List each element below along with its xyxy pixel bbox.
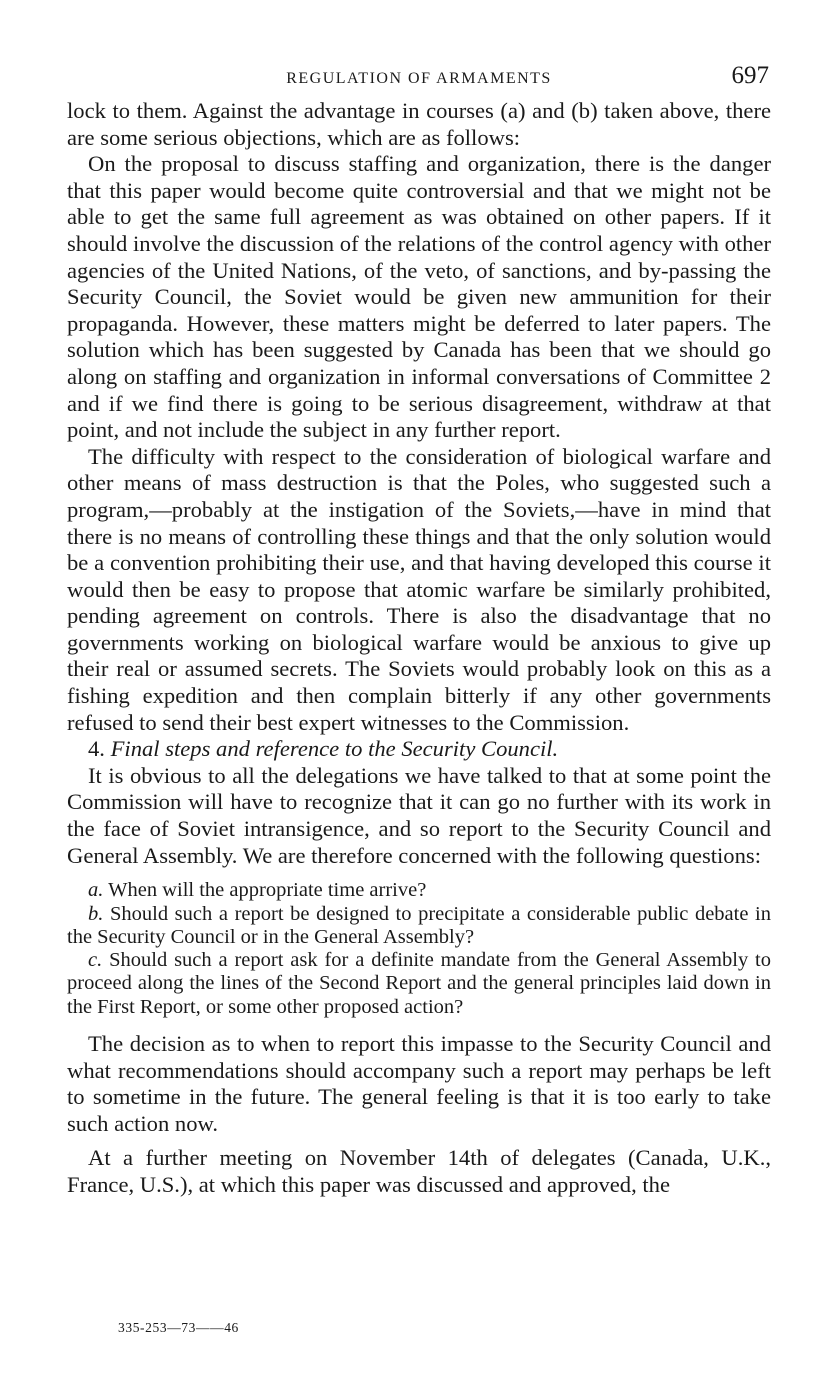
- page-number: 697: [731, 62, 769, 89]
- section-title: Final steps and reference to the Security Council.: [110, 736, 559, 762]
- section-heading: [67, 736, 771, 763]
- body-text: [67, 98, 771, 1199]
- question-letter: b.: [88, 902, 104, 925]
- running-head: [67, 58, 771, 98]
- paragraph-further-meeting: At a further meeting on November 14th of delegates (Canada, U.K., France, U.S.), at which this paper was discussed and approved, the: [67, 1145, 771, 1197]
- question-letter: c.: [88, 949, 103, 972]
- question-letter: a.: [88, 879, 104, 902]
- document-page: [67, 58, 771, 1199]
- paragraph-spacer: [67, 1137, 771, 1145]
- question-item: [67, 879, 771, 902]
- paragraph-biological-warfare: The difficulty with respect to the consideration of biological warfare and other means of mass destruction is that the Poles, who suggested such a program,—probably at the instigation of the Soviets,—have in mind that there is no means of controlling these things and that the only solution would be a convention prohibiting their use, and that having developed this course it would then be easy to propose that atomic warfare be similarly prohibited, pending agreement on controls. There is also the disadvantage that no governments working on biological warfare would be anxious to give up their real or assumed secrets. The Soviets would probably look on this as a fishing expedition and then complain bitterly if any other governments refused to send their best expert witnesses to the Commission.: [67, 443, 771, 735]
- paragraph-decision: The decision as to when to report this impasse to the Security Council and what recommendations should accompany such a report may perhaps be left to sometime in the future. The general feeling is that it is too early to take such action now.: [67, 1031, 771, 1136]
- section-number: 4.: [88, 736, 105, 762]
- question-text: Should such a report be designed to precipitate a considerable public debate in the Security Council or in the General Assembly?: [67, 902, 771, 948]
- paragraph-staffing: On the proposal to discuss staffing and organization, there is the danger that this paper would become quite controversial and that we might not be able to get the same full agreement as was obtained on other papers. If it should involve the discussion of the relations of the control agency with other agencies of the United Nations, of the veto, of sanctions, and by-passing the Security Council, the Soviet would be given new ammunition for their propaganda. However, these matters might be deferred to later papers. The solution which has been suggested by Canada has been that we should go along on staffing and organization in informal conversations of Committee 2 and if we find there is going to be serious disagreement, withdraw at that point, and not include the subject in any further report.: [67, 151, 771, 443]
- paragraph-continuation: lock to them. Against the advantage in courses (a) and (b) taken above, there are some serious objections, which are as follows:: [67, 98, 771, 150]
- question-item: [67, 949, 771, 1019]
- question-list: [67, 879, 771, 1019]
- print-code: 335-253—73——46: [118, 1320, 239, 1335]
- question-text: When will the appropriate time arrive?: [108, 879, 427, 902]
- paragraph-section-intro: It is obvious to all the delegations we have talked to that at some point the Commission will have to recognize that it can go no further with its work in the face of Soviet intransigence, and so report to the Security Council and General Assembly. We are therefore concerned with the following questions:: [67, 762, 771, 868]
- question-text: Should such a report ask for a definite mandate from the General Assembly to proceed along the lines of the Second Report and the general principles laid down in the First Report, or some other proposed action?: [67, 949, 772, 1018]
- question-item: [67, 903, 771, 950]
- running-title: REGULATION OF ARMAMENTS: [286, 70, 552, 87]
